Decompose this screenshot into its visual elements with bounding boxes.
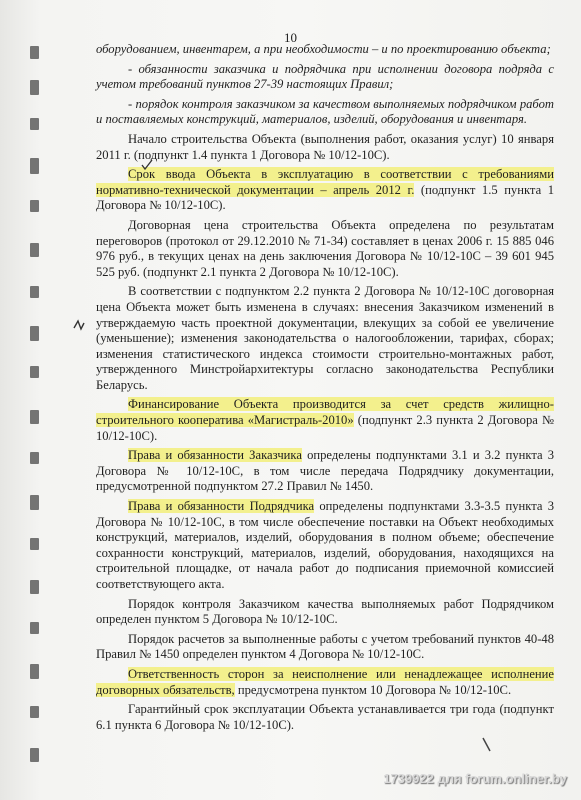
paragraph-text: - порядок контроля заказчиком за качеством выполняемых подрядчиком работ и поставляемых конструкций, материалов, изделий, оборудования и инвентаря.: [96, 96, 554, 127]
paragraph-text: Порядок контроля Заказчиком качества выполняемых работ Подрядчиком определен пунктом 5 Договора № 10/12-10С.: [96, 596, 554, 627]
paragraph-p13: [96, 667, 554, 698]
pen-stroke: [482, 737, 492, 753]
paragraph-text: (подпункт 2.3 пункта 2 Договора № 10/12-10С).: [96, 413, 554, 443]
paragraph-p2: [96, 62, 554, 93]
paragraph-text: Договорная цена строительства Объекта определена по результатам переговоров (протокол от 29.12.2010 № 71-34) составляет в ценах 2006 г. 15 885 046 976 руб., в текущих ценах на день заключения Договора № 10/12-10С – 39 601 945 525 руб. (подпункт 2.1 пункта 2 Договора № 10/12-10С).: [96, 217, 554, 279]
pen-check-mark: [140, 158, 154, 172]
paragraph-text: В соответствии с подпунктом 2.2 пункта 2 Договора № 10/12-10С договорная цена Объекта может быть изменена в случаях: внесения Заказчиком изменений в утверждаемую часть проектной документации, влекущих за собой ее увеличение (уменьшение); изменения законодательства о налогообложении, тарифах, сборах; изменения статистического индекса стоимости строительно-монтажных работ, утвержденного Минстройархитектуры согласно законодательства Республики Беларусь.: [96, 284, 554, 392]
paragraph-text: Начало строительства Объекта (выполнения работ, оказания услуг) 10 января 2011 г. (подпункт 1.4 пункта 1 Договора № 10/12-10С).: [96, 131, 554, 162]
paragraph-p5: [96, 167, 554, 214]
page-number: 10: [284, 30, 297, 45]
highlighted-text: Срок ввода Объекта в эксплуатацию в соответствии с требованиями нормативно-технической документации – апрель 2012 г.: [96, 167, 554, 197]
paragraph-p4: [96, 132, 554, 163]
paragraph-p14: [96, 702, 554, 733]
paragraph-text: - обязанности заказчика и подрядчика при исполнении договора подряда с учетом требований пунктов 27-39 настоящих Правил;: [96, 61, 554, 92]
paragraph-p1: [96, 42, 554, 58]
paragraph-p3: [96, 97, 554, 128]
paragraph-p11: [96, 597, 554, 628]
paragraph-p6: [96, 218, 554, 280]
paragraph-p10: [96, 499, 554, 593]
paragraph-p12: [96, 632, 554, 663]
document-body: [96, 42, 554, 737]
paragraph-text: определены подпунктами 3.3-3.5 пункта 3 Договора № 10/12-10С, в том числе обеспечение поставки на Объект необходимых конструкций, материалов, изделий, оборудования в полном объеме; обеспечение сохранности конструкций, материалов, изделий, оборудования, находящихся на строительной площадке, от начала работ до подписания приемочной комиссией соответствующего акта.: [96, 499, 555, 591]
pen-mark: [72, 318, 86, 332]
paragraph-text: Гарантийный срок эксплуатации Объекта устанавливается три года (подпункт 6.1 пункта 6 Договора № 10/12-10С).: [96, 702, 554, 732]
highlighted-text: Права и обязанности Подрядчика: [128, 499, 315, 514]
paragraph-text: определены подпунктами 3.1 и 3.2 пункта 3 Договора № 10/12-10С, в том числе передача Подрядчику документации, предусмотренной подпунктом 27.2 Правил № 1450.: [96, 448, 554, 494]
highlighted-text: Ответственность сторон за неисполнение или ненадлежащее исполнение договорных обязательств,: [96, 666, 554, 697]
paragraph-text: предусмотрена пунктом 10 Договора № 10/12-10С.: [234, 682, 512, 697]
paragraph-text: Порядок расчетов за выполненные работы с учетом требований пунктов 40-48 Правил № 1450 определен пунктом 4 Договора № 10/12-10С.: [96, 631, 554, 662]
paragraph-text: оборудованием, инвентарем, а при необходимости – и по проектированию объекта;: [96, 42, 551, 56]
paragraph-p7: [96, 284, 554, 393]
scan-edge-marks: [0, 0, 44, 800]
highlighted-text: Финансирование Объекта производится за счет средств жилищно-строительного кооператива «Магистраль-2010»: [96, 397, 554, 428]
forum-watermark: 1739922 для forum.onliner.by: [383, 771, 567, 786]
paragraph-p9: [96, 448, 554, 495]
paragraph-text: (подпункт 1.5 пункта 1 Договора № 10/12-10С).: [96, 182, 554, 213]
highlighted-text: Права и обязанности Заказчика: [128, 448, 302, 463]
paragraph-p8: [96, 397, 554, 444]
